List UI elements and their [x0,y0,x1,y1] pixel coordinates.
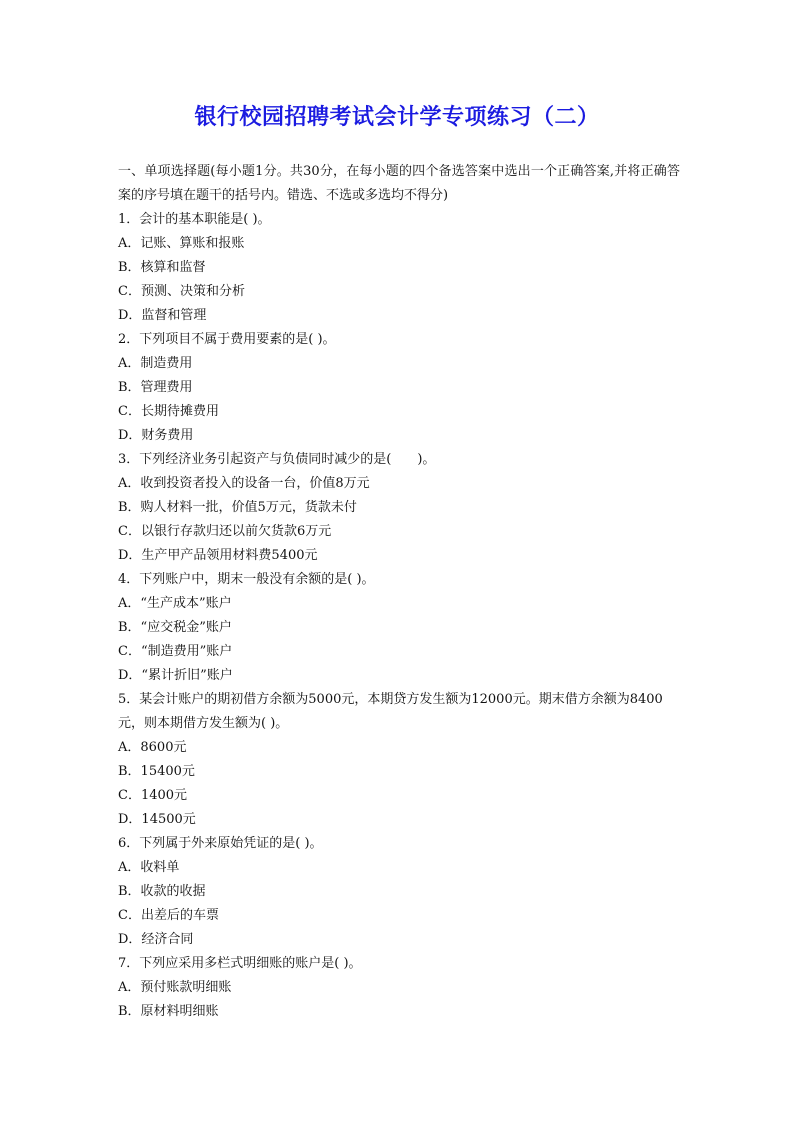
question-stem: 3．下列经济业务引起资产与负债同时减少的是( )。 [118,452,436,467]
question-7 [118,952,680,1024]
question-3 [118,448,680,568]
answer-option: B．购人材料一批，价值5万元，货款未付 [118,500,357,515]
answer-option: C．“制造费用”账户 [118,644,233,659]
document-body [118,160,680,1024]
answer-option: B．管理费用 [118,380,193,395]
answer-option: A．预付账款明细账 [118,980,232,995]
answer-option: A．制造费用 [118,356,193,371]
answer-option: A．收料单 [118,860,180,875]
answer-option: B．核算和监督 [118,260,206,275]
question-6 [118,832,680,952]
answer-option: D．生产甲产品领用材料费5400元 [118,548,318,563]
question-stem: 6．下列属于外来原始凭证的是( )。 [118,836,323,851]
question-stem: 2．下列项目不属于费用要素的是( )。 [118,332,336,347]
question-4 [118,568,680,688]
answer-option: B．收款的收据 [118,884,206,899]
answer-option: C．1400元 [118,788,188,803]
page-title: 银行校园招聘考试会计学专项练习（二） [194,105,600,130]
answer-option: C．以银行存款归还以前欠货款6万元 [118,524,332,539]
answer-option: C．长期待摊费用 [118,404,219,419]
question-stem: 1．会计的基本职能是( )。 [118,212,271,227]
question-stem: 4．下列账户中，期末一般没有余额的是( )。 [118,572,375,587]
question-2 [118,328,680,448]
section-instructions: 一、单项选择题(每小题1分。共30分，在每小题的四个备选答案中选出一个正确答案,并将正确答案的序号填在题干的括号内。错选、不选或多选均不得分) [118,164,680,203]
answer-option: D．14500元 [118,812,196,827]
question-1 [118,208,680,328]
answer-option: A．收到投资者投入的设备一台，价值8万元 [118,476,370,491]
answer-option: A．记账、算账和报账 [118,236,245,251]
question-5 [118,688,680,832]
answer-option: D．经济合同 [118,932,194,947]
answer-option: C．预测、决策和分析 [118,284,245,299]
answer-option: B．原材料明细账 [118,1004,219,1019]
answer-option: D．“累计折旧”账户 [118,668,233,683]
answer-option: C．出差后的车票 [118,908,219,923]
question-stem: 7．下列应采用多栏式明细账的账户是( )。 [118,956,362,971]
answer-option: D．监督和管理 [118,308,207,323]
answer-option: A．8600元 [118,740,187,755]
answer-option: B．15400元 [118,764,195,779]
answer-option: B．“应交税金”账户 [118,620,232,635]
answer-option: D．财务费用 [118,428,194,443]
question-stem: 5．某会计账户的期初借方余额为5000元，本期贷方发生额为12000元。期末借方余额为8400元，则本期借方发生额为( )。 [118,692,663,731]
answer-option: A．“生产成本”账户 [118,596,232,611]
